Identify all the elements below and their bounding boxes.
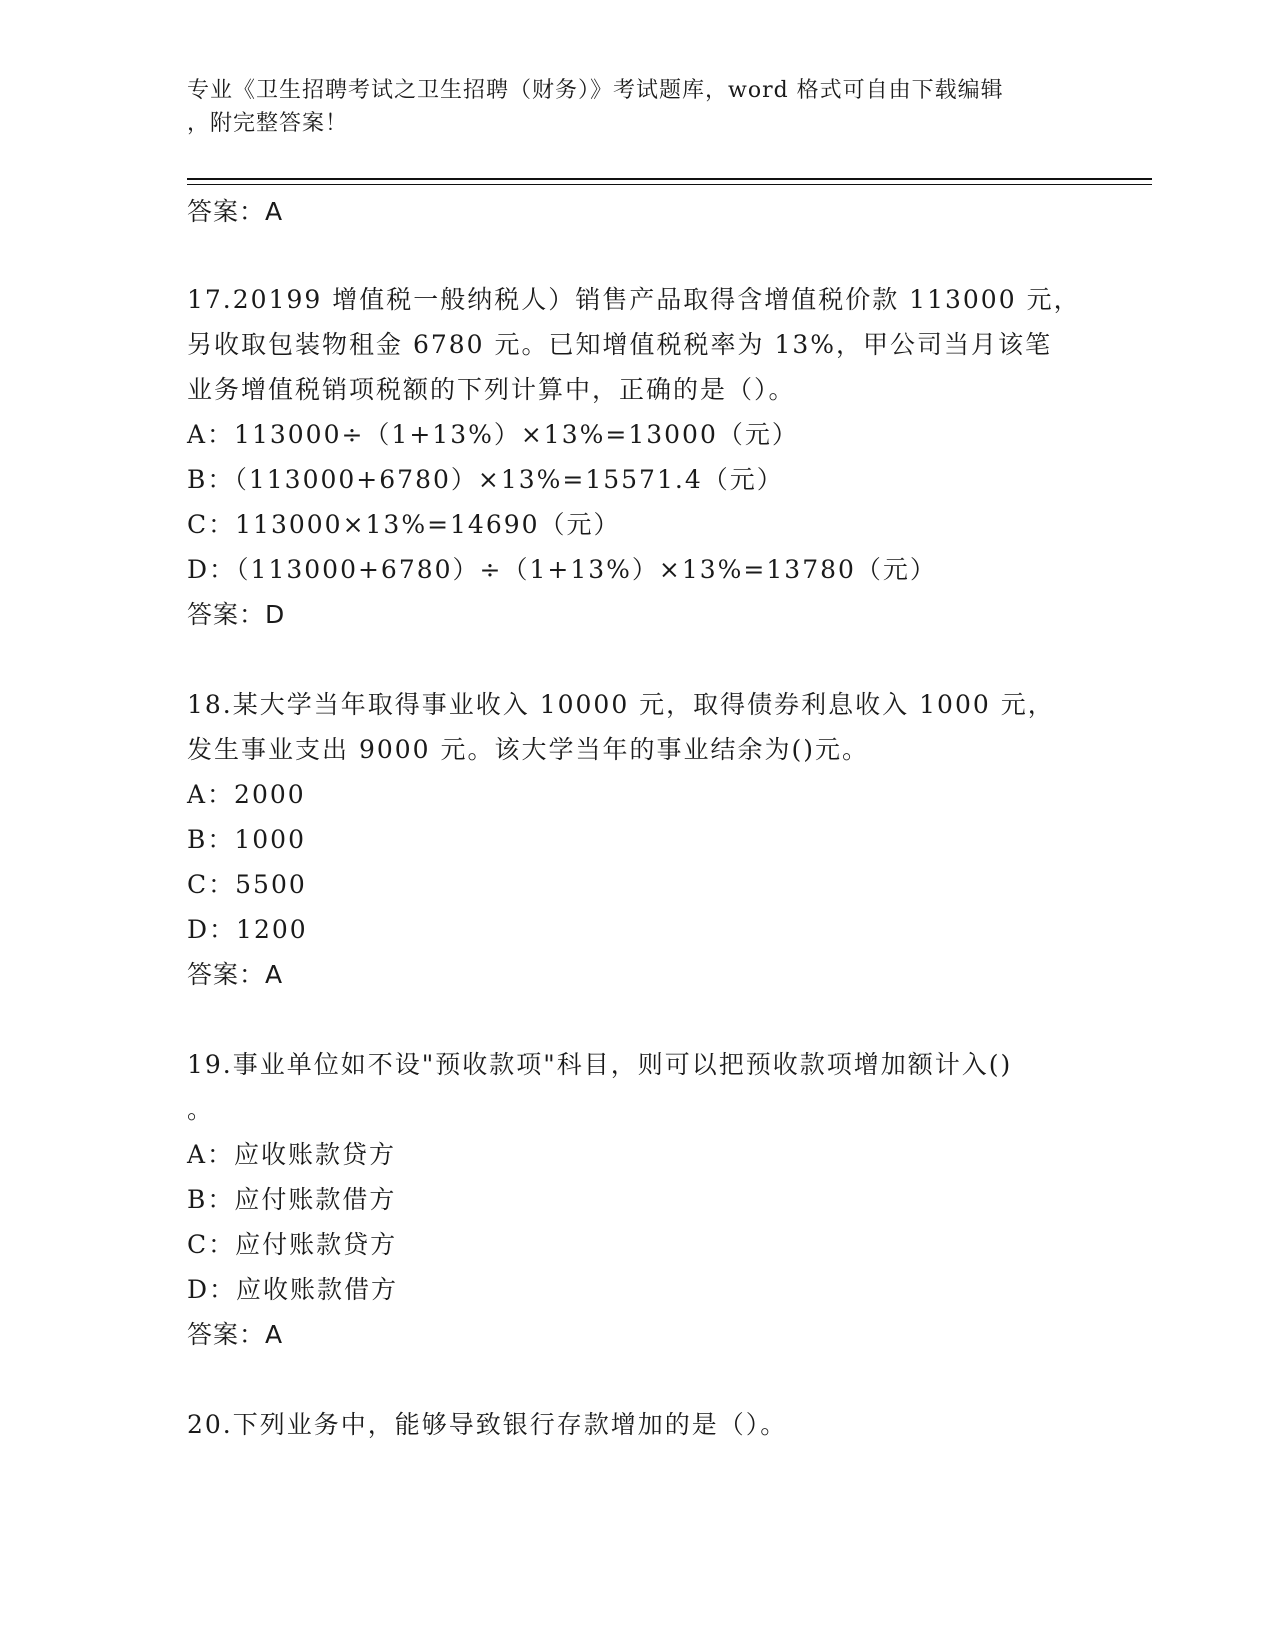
q18-option-d: D：1200: [187, 915, 308, 944]
q19-option-c: C：应付账款贷方: [187, 1230, 398, 1259]
q17-answer: 答案：D: [187, 600, 286, 629]
q20-stem-line-1: 20.下列业务中，能够导致银行存款增加的是（）。: [187, 1410, 788, 1439]
q17-option-a: A：113000÷（1+13%）×13%=13000（元）: [187, 420, 799, 449]
q18-option-c: C：5500: [187, 870, 307, 899]
q19-option-d: D：应收账款借方: [187, 1275, 399, 1304]
q18-answer: 答案：A: [187, 960, 284, 989]
q17-stem-line-2: 另收取包装物租金 6780 元。已知增值税税率为 13%，甲公司当月该笔: [187, 330, 1053, 359]
q19-option-b: B：应付账款借方: [187, 1185, 397, 1214]
q17-option-c: C：113000×13%=14690（元）: [187, 510, 621, 539]
q19-stem-line-2: 。: [187, 1095, 215, 1124]
q17-stem-line-1: 17.20199 增值税一般纳税人）销售产品取得含增值税价款 113000 元，: [187, 285, 1081, 314]
q17-option-b: B：（113000+6780）×13%=15571.4（元）: [187, 465, 784, 494]
prev-answer: 答案：A: [187, 197, 284, 226]
q18-stem-line-2: 发生事业支出 9000 元。该大学当年的事业结余为()元。: [187, 735, 870, 764]
q19-option-a: A：应收账款贷方: [187, 1140, 397, 1169]
header-line-1: 专业《卫生招聘考试之卫生招聘（财务）》考试题库，word 格式可自由下载编辑: [187, 78, 1004, 103]
header-rule-thick: [187, 178, 1152, 180]
q17-option-d: D：（113000+6780）÷（1+13%）×13%=13780（元）: [187, 555, 937, 584]
header-rule-thin: [187, 184, 1152, 185]
q19-stem-line-1: 19.事业单位如不设"预收款项"科目，则可以把预收款项增加额计入(): [187, 1050, 1013, 1079]
q18-option-b: B：1000: [187, 825, 306, 854]
q18-stem-line-1: 18.某大学当年取得事业收入 10000 元，取得债券利息收入 1000 元，: [187, 690, 1055, 719]
q19-answer: 答案：A: [187, 1320, 284, 1349]
document-header: [187, 74, 1067, 140]
q18-option-a: A：2000: [187, 780, 306, 809]
header-line-2: ，附完整答案！: [187, 111, 349, 136]
q17-stem-line-3: 业务增值税销项税额的下列计算中，正确的是（）。: [187, 375, 796, 404]
